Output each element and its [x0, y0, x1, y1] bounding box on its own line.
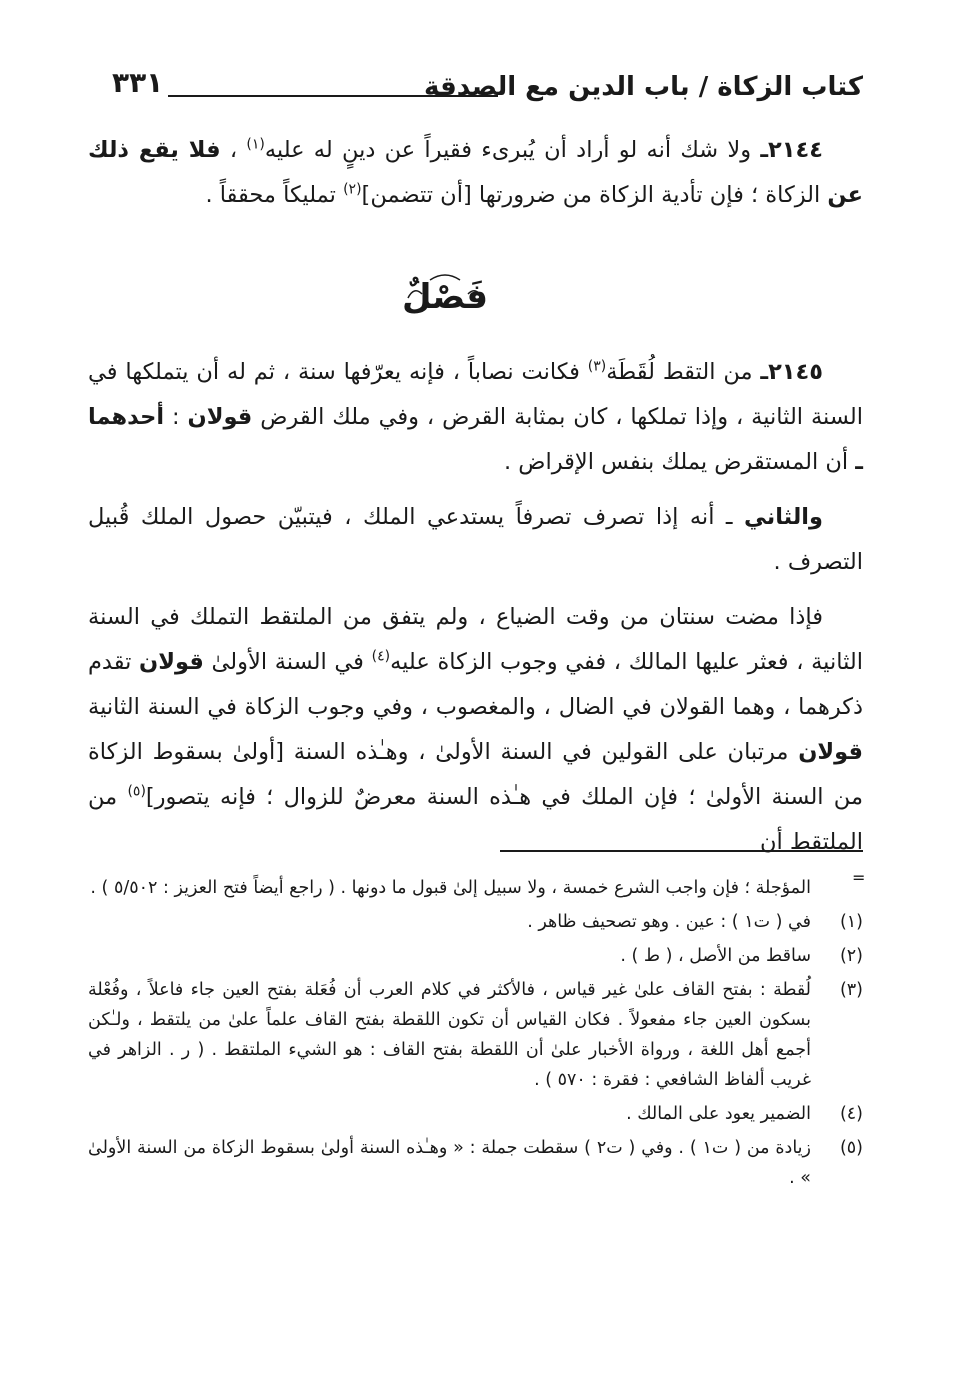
paragraph-second-opinion	[88, 495, 863, 585]
footnote-text: لُقطة : بفتح القاف علىٰ غير قياس ، فالأكثر في كلام العرب أن فُعَلة بفتح العين جاء فاعلاً ، وفُعْلة بسكون العين جاء مفعولاً . فكان القياس أن تكون اللقطة بفتح القاف علماً علىٰ من يلتقط ، ولـٰكن أجمع أهل اللغة ، ورواة الأخبار علىٰ أن اللقطة بفتح القاف : هو الشيء الملتقط . ( ر . الزاهر في غريب ألفاظ الشافعي : فقرة : ٥٧٠ ) .	[88, 980, 811, 1090]
footnote-number: (٢)	[839, 946, 863, 966]
text-run: ولا شك أنه لو أراد أن يُبرىء فقيراً عن دينٍ له عليه	[264, 137, 761, 163]
footnote-text: ساقط من الأصل ، ( ط ) .	[620, 946, 811, 966]
paragraph-2145	[88, 350, 863, 485]
footnote-number: (٣)	[839, 980, 863, 1000]
text-run: مرتبان على القولين في السنة الأولىٰ ، وهـٰذه السنة [أولىٰ بسقوط الزكاة من السنة الأولىٰ ؛ فإن الملك في هـٰذه السنة معرضٌ للزوال ؛ فإنه يتصور]	[88, 739, 863, 810]
text-run: أن المستقرض يملك بنفس الإقراض .	[503, 449, 856, 475]
footnotes	[88, 873, 863, 1197]
text-run: تقدم ذكرهما ، وهما القولان في الضال ، والمغصوب ، وفي وجوب الزكاة في السنة الثانية	[88, 649, 863, 720]
text-run: ،	[220, 137, 247, 163]
section-heading-ornament	[400, 268, 490, 328]
page-number: ٣٣١	[112, 66, 164, 99]
footnote-ref[interactable]: (٥)	[127, 783, 146, 800]
footnote-ref[interactable]: (٣)	[587, 358, 607, 375]
footnote-divider	[500, 850, 863, 852]
footnote-item	[88, 1099, 863, 1129]
bold-run: قولان	[187, 404, 253, 430]
footnote-item	[88, 975, 863, 1095]
text-run: فكانت نصاباً ، فإنه يعرّفها سنة ، ثم له أن يتملكها في السنة الثانية ، وإذا تملكها ، كان بمثابة القرض ، وفي ملك القرض	[88, 359, 863, 430]
footnote-text: في ( ت١ ) : عين . وهو تصحيف ظاهر .	[527, 912, 811, 932]
footnote-ref[interactable]: (٢)	[343, 181, 362, 198]
bold-run: قولان	[139, 649, 204, 675]
footnote-number: (٤)	[839, 1104, 863, 1124]
page-header	[88, 62, 863, 112]
bold-run: أحدهما ـ	[88, 404, 863, 475]
footnote-number: (٥)	[839, 1138, 863, 1158]
bold-run: فلا يقع ذلك عن	[88, 137, 863, 208]
main-text	[88, 350, 863, 875]
text-run: الزكاة ؛ فإن تأدية الزكاة من ضرورتها [أن تتضمن]	[361, 182, 828, 208]
paragraph-two-years	[88, 595, 863, 865]
text-run: :	[164, 404, 188, 430]
footnote-item	[88, 907, 863, 937]
footnote-number: (١)	[839, 912, 863, 932]
footnote-continuation-mark: =	[852, 868, 866, 887]
paragraph-number: ٢١٤٥ـ	[760, 359, 823, 385]
bold-run: قولان	[798, 739, 863, 765]
paragraph-number: ٢١٤٤ـ	[760, 137, 823, 163]
text-run: من الملتقط أن	[88, 784, 863, 855]
text-run: فإذا مضت سنتان من وقت الضياع ، ولم يتفق من الملتقط التملك في السنة الثانية ، فعثر عليها المالك ، ففي وجوب الزكاة عليه	[88, 604, 863, 675]
footnote-text: الضمير يعود على المالك .	[626, 1104, 811, 1124]
paragraph-2144	[88, 128, 863, 218]
footnote-text: زيادة من ( ت١ ) . وفي ( ت٢ ) سقطت جملة : « وهـٰذه السنة أولىٰ بسقوط الزكاة من السنة الأولىٰ » .	[88, 1138, 811, 1188]
footnote-item	[88, 1133, 863, 1193]
footnote-item	[88, 941, 863, 971]
footnote-ref[interactable]: (٤)	[371, 648, 391, 665]
footnote-continuation: المؤجلة ؛ فإن واجب الشرع خمسة ، ولا سبيل إلىٰ قبول ما دونها . ( راجع أيضاً فتح العزيز : ٥/٥٠٢ ) .	[90, 878, 811, 898]
section-heading: فَصْلٌ	[401, 277, 489, 317]
footnote-ref[interactable]: (١)	[246, 136, 265, 153]
paragraph-2144-text	[88, 128, 863, 218]
text-run: ـ أنه إذا تصرف تصرفاً يستدعي الملك ، فيتبيّن حصول الملك قُبيل التصرف .	[88, 504, 863, 575]
bold-run: والثاني	[744, 504, 823, 530]
text-run: في السنة الأولىٰ	[203, 649, 372, 675]
text-run: من التقط لُقَطَة	[606, 359, 761, 385]
running-title: كتاب الزكاة / باب الدين مع الصدقة	[424, 72, 863, 102]
text-run: تمليكاً محققاً .	[205, 182, 344, 208]
